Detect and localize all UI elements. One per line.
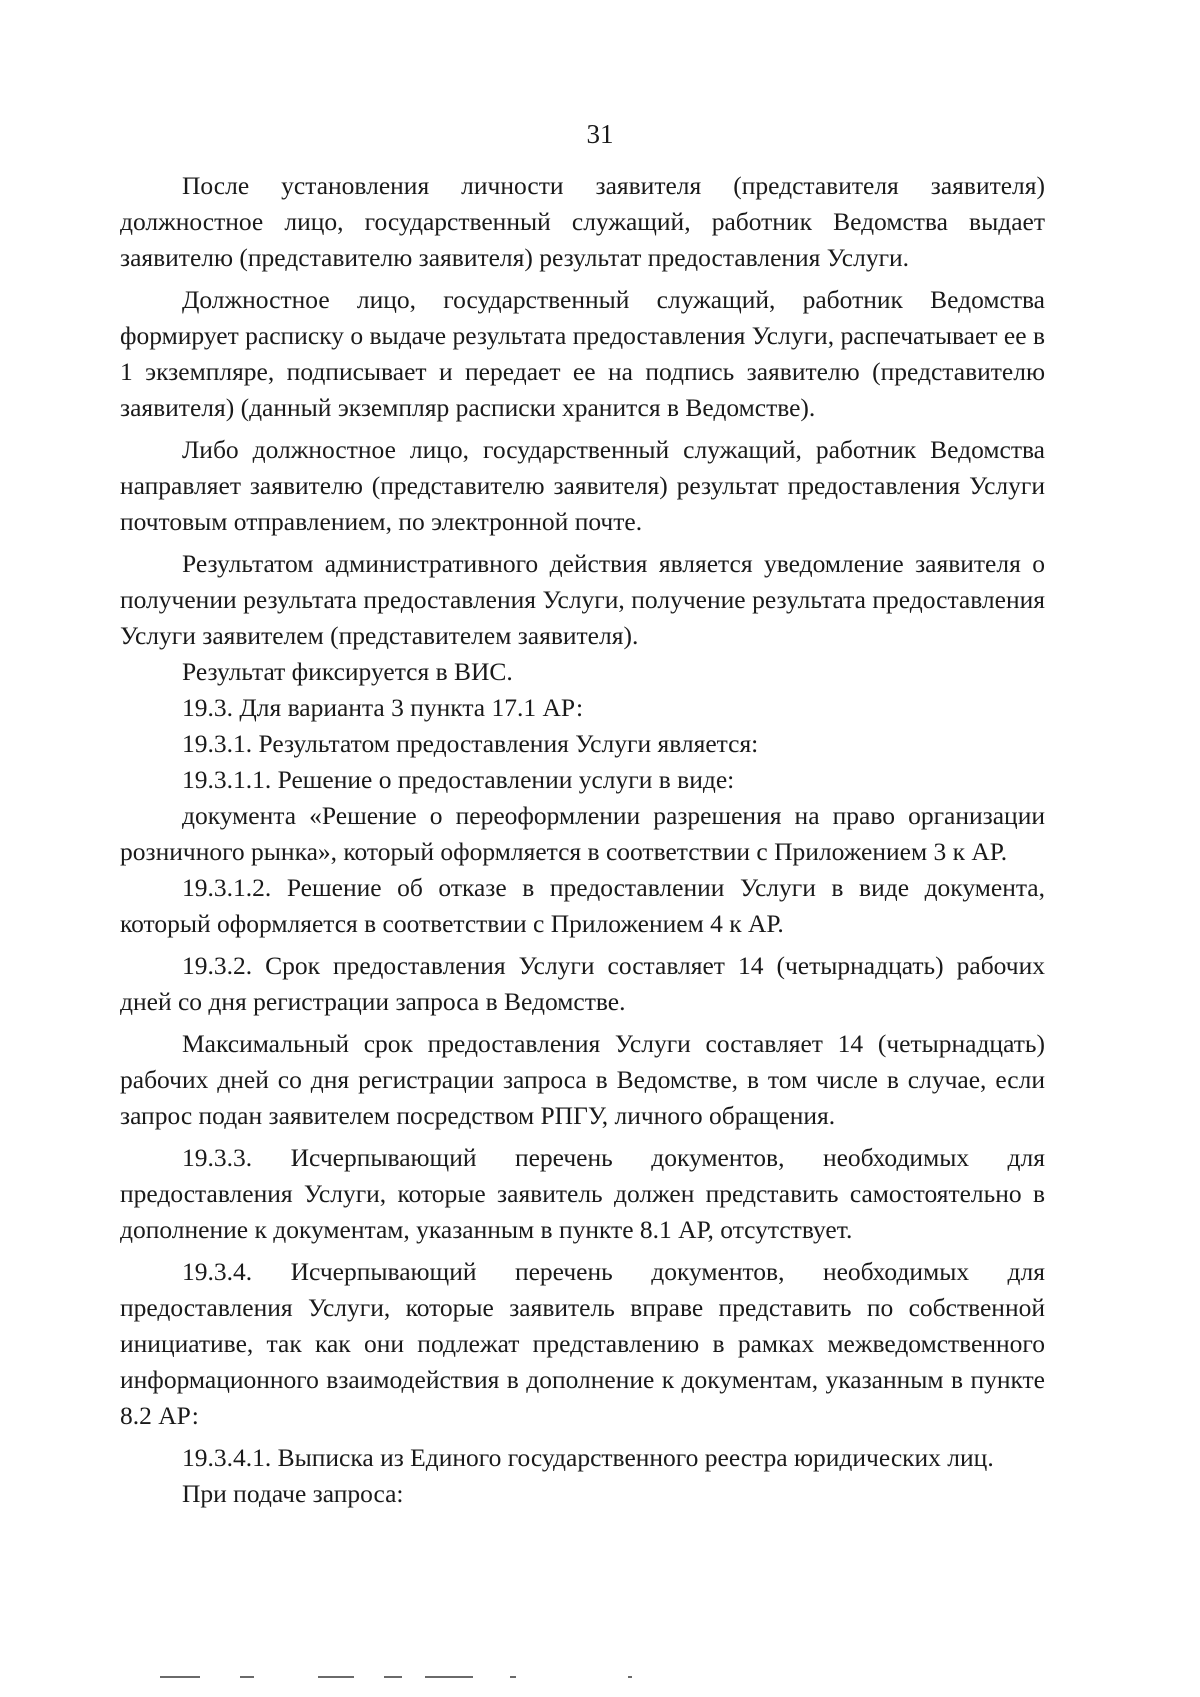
paragraph: 19.3.2. Срок предоставления Услуги составляет 14 (четырнадцать) рабочих дней со дня регистрации запроса в Ведомстве. [120, 951, 1045, 1016]
paragraph: 19.3. Для варианта 3 пункта 17.1 АР: [182, 693, 584, 722]
paragraph: 19.3.3. Исчерпывающий перечень документов, необходимых для предоставления Услуги, которые заявитель должен представить самостоятельно в дополнение к документам, указанным в пункте 8.1 АР, отсутствует. [120, 1143, 1045, 1244]
paragraph: Либо должностное лицо, государственный служащий, работник Ведомства направляет заявителю (представителю заявителя) результат предоставления Услуги почтовым отправлением, по электронной почте. [120, 435, 1045, 536]
paragraph: 19.3.4. Исчерпывающий перечень документов, необходимых для предоставления Услуги, которые заявитель вправе представить по собственной инициативе, так как они подлежат представлению в рамках межведомственного информационного взаимодействия в дополнение к документам, указанным в пункте 8.2 АР: [120, 1257, 1045, 1430]
scan-artifact-line [0, 1672, 1200, 1682]
paragraph: После установления личности заявителя (представителя заявителя) должностное лицо, государственный служащий, работник Ведомства выдает заявителю (представителю заявителя) результат предоставления Услуги. [120, 171, 1045, 272]
paragraph: 19.3.1.1. Решение о предоставлении услуги в виде: [182, 765, 735, 794]
paragraph: Должностное лицо, государственный служащий, работник Ведомства формирует расписку о выдаче результата предоставления Услуги, распечатывает ее в 1 экземпляре, подписывает и передает ее на подпись заявителю (представителю заявителя) (данный экземпляр расписки хранится в Ведомстве). [120, 285, 1045, 422]
paragraph: Результат фиксируется в ВИС. [182, 657, 513, 686]
paragraph: 19.3.1.2. Решение об отказе в предоставлении Услуги в виде документа, который оформляется в соответствии с Приложением 4 к АР. [120, 873, 1045, 938]
document-body [120, 168, 1045, 1512]
paragraph: 19.3.4.1. Выписка из Единого государственного реестра юридических лиц. [182, 1443, 994, 1472]
paragraph: Результатом административного действия является уведомление заявителя о получении результата предоставления Услуги, получение результата предоставления Услуги заявителем (представителем заявителя). [120, 549, 1045, 650]
paragraph: При подаче запроса: [182, 1479, 404, 1508]
paragraph: 19.3.1. Результатом предоставления Услуги является: [182, 729, 759, 758]
page-number: 31 [586, 119, 614, 149]
paragraph: документа «Решение о переоформлении разрешения на право организации розничного рынка», который оформляется в соответствии с Приложением 3 к АР. [120, 801, 1045, 866]
paragraph: Максимальный срок предоставления Услуги составляет 14 (четырнадцать) рабочих дней со дня регистрации запроса в Ведомстве, в том числе в случае, если запрос подан заявителем посредством РПГУ, личного обращения. [120, 1029, 1045, 1130]
